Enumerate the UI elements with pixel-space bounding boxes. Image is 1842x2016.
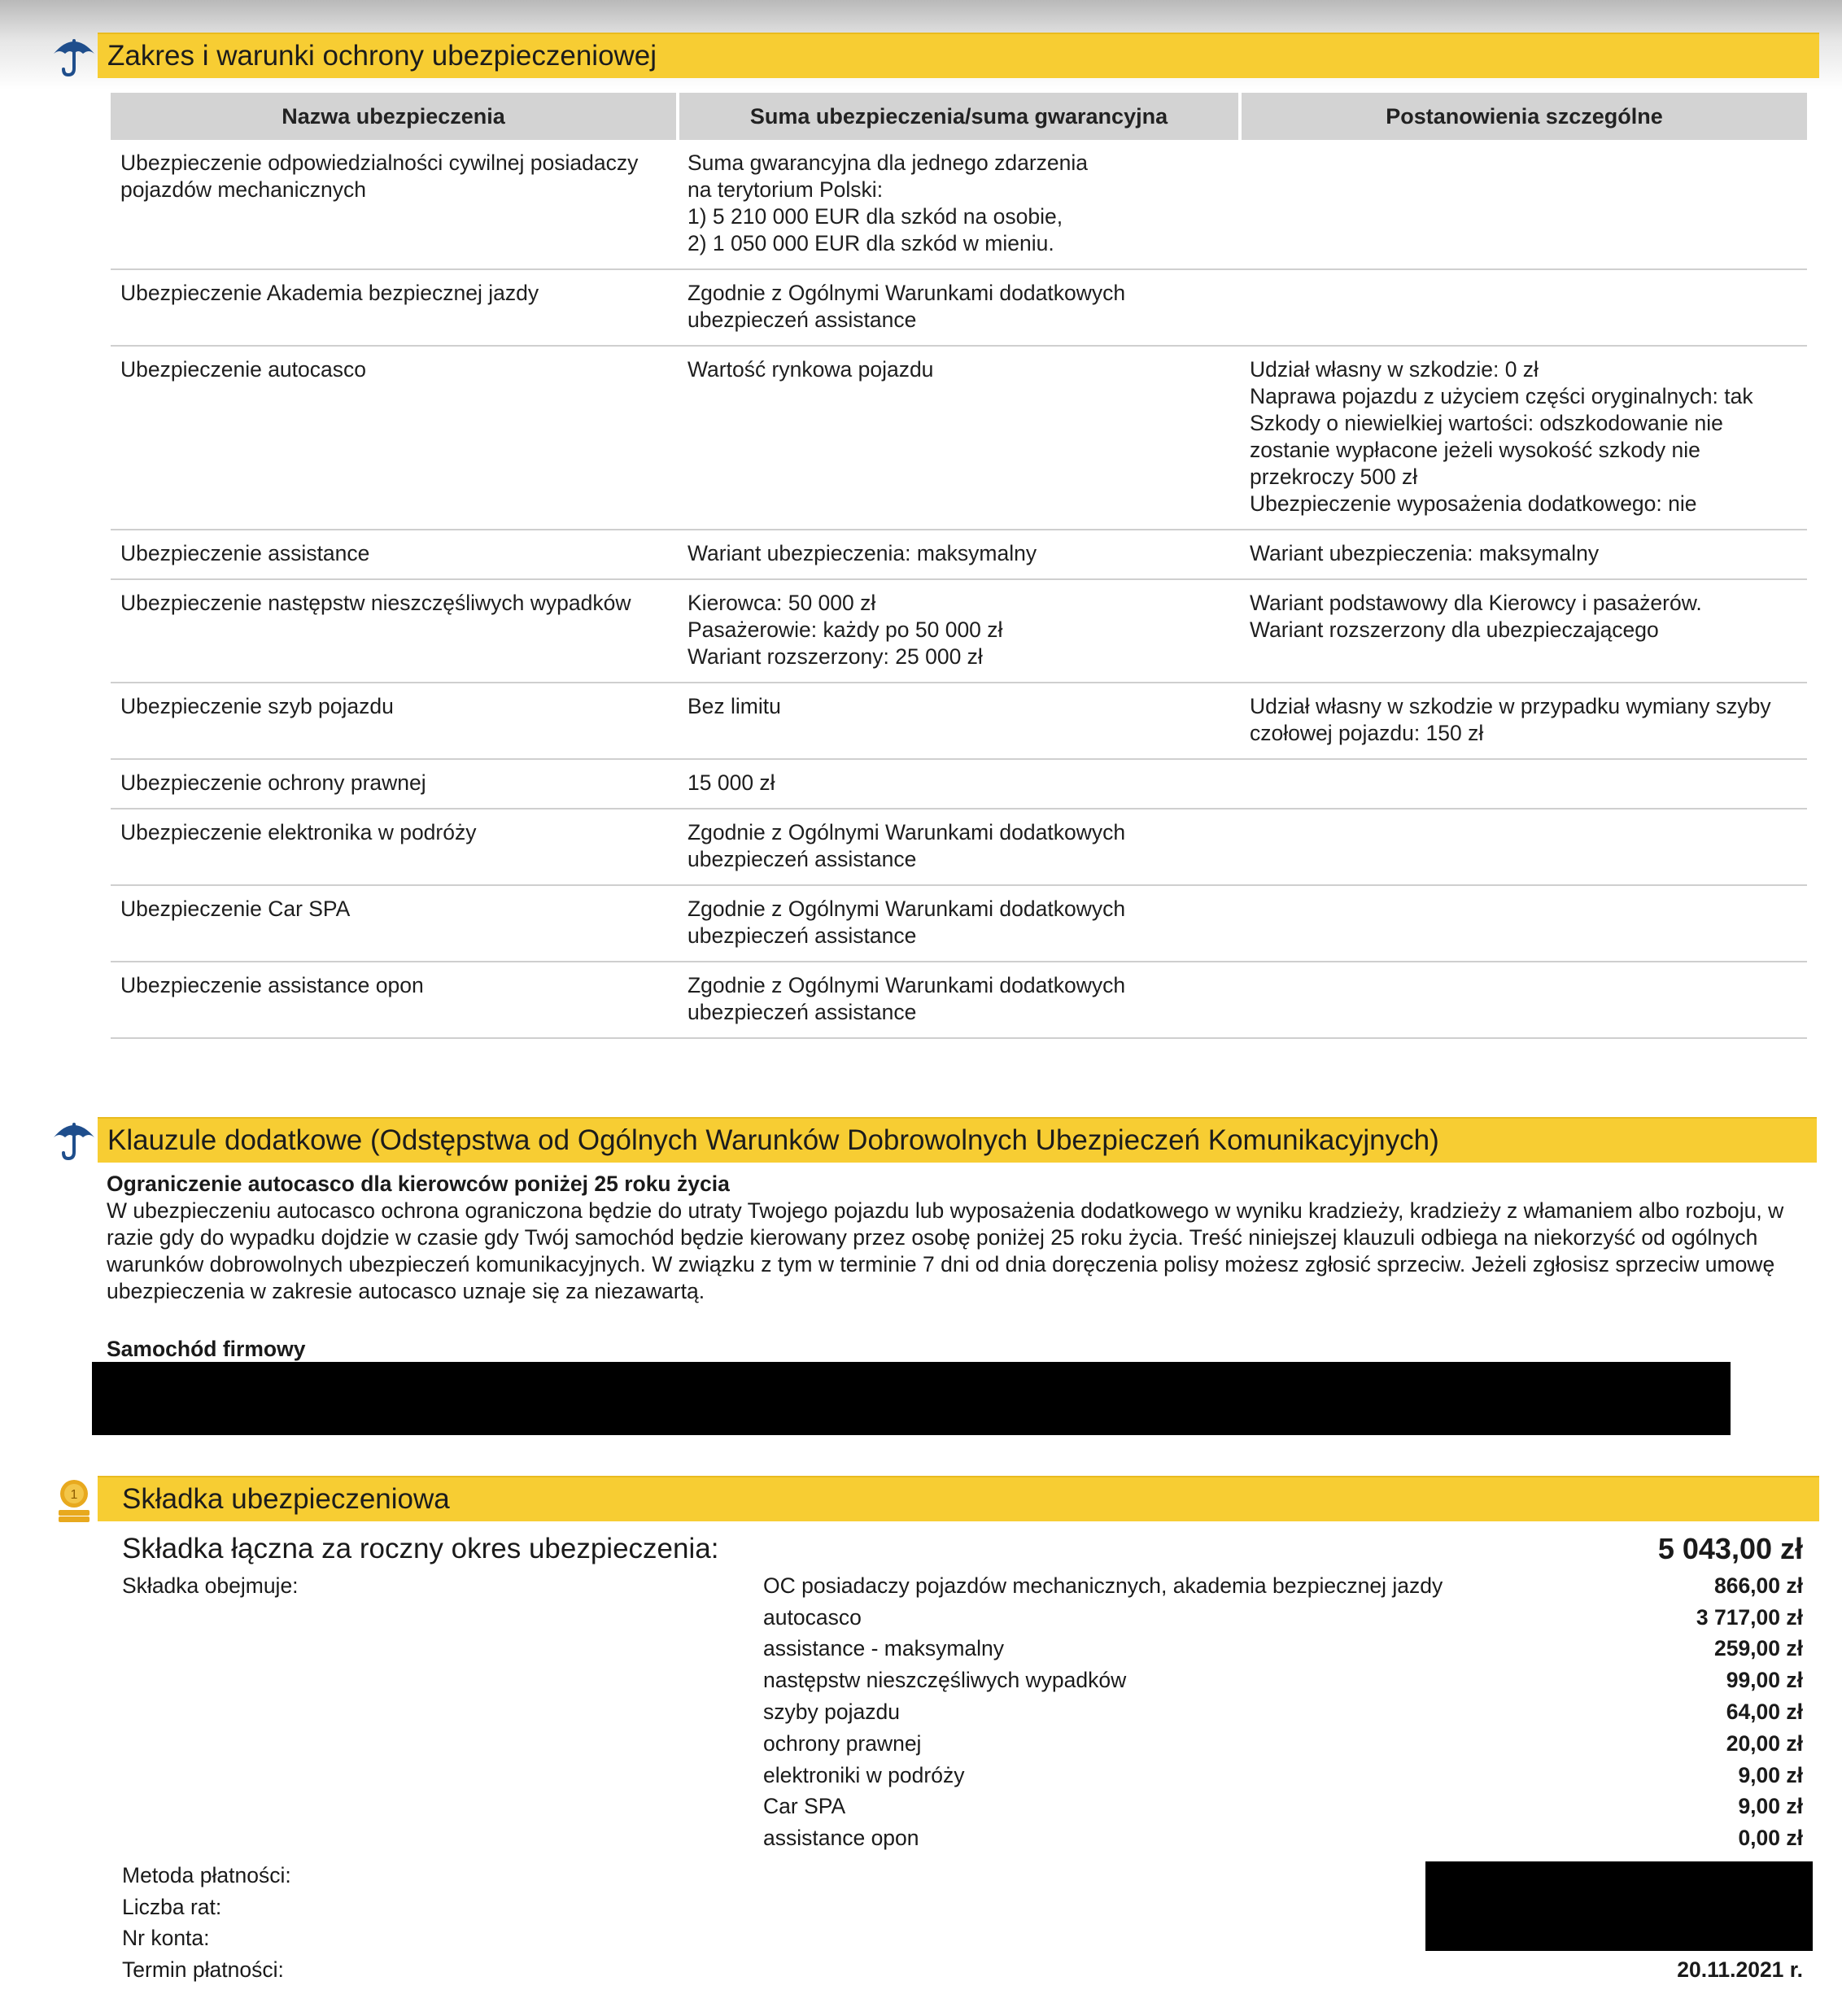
premium-item-value: 99,00 zł bbox=[1726, 1668, 1803, 1692]
cell-name: Ubezpieczenie autocasco bbox=[120, 357, 366, 382]
premium-item-value: 3 717,00 zł bbox=[1696, 1605, 1803, 1630]
cell-sum: Bez limitu bbox=[687, 694, 781, 718]
autocasco-clause bbox=[107, 1171, 1815, 1305]
redacted-block bbox=[92, 1362, 1731, 1435]
table-row bbox=[111, 346, 1807, 530]
cell-terms: Udział własny w szkodzie: 0 zł Naprawa pojazdu z użyciem części oryginalnych: tak Szkody o niewielkiej wartości: odszkodowanie nie zostanie wypłacone jeżeli wysokość szkody nie przekroczy 500 zł Ubezpieczenie wyposażenia dodatkowego: nie bbox=[1250, 357, 1753, 516]
includes-label: Składka obejmuje: bbox=[122, 1573, 299, 1598]
table-row bbox=[111, 885, 1807, 962]
due-date-value: 20.11.2021 r. bbox=[1677, 1957, 1803, 1982]
table-row bbox=[111, 269, 1807, 346]
column-header-sum: Suma ubezpieczenia/suma gwarancyjna bbox=[678, 93, 1240, 140]
clause-text: W ubezpieczeniu autocasco ochrona ograniczona będzie do utraty Twojego pojazdu lub wyposażenia dodatkowego w wyniku kradzieży, kradzieży z włamaniem albo rozboju, w razie gdy do wypadku dojdzie w czasie gdy Twój samochód będzie kierowany przez osobę poniżej 25 roku życia. Treść niniejszej klauzuli odbiega na niekorzyść od ogólnych warunków dobrowolnych ubezpieczeń komunikacyjnych. W związku z tym w terminie 7 dni od dnia doręczenia polisy możesz zgłosić sprzeciw. Jeżeli zgłosisz sprzeciw umowę ubezpieczenia w zakresie autocasco uznaje się za niezawartą. bbox=[107, 1198, 1784, 1303]
company-car-clause bbox=[107, 1336, 1815, 1363]
clause-title: Samochód firmowy bbox=[107, 1337, 306, 1361]
premium-item-label: assistance - maksymalny bbox=[763, 1636, 1005, 1660]
premium-item-label: elektroniki w podróży bbox=[763, 1763, 965, 1787]
installments-label: Liczba rat: bbox=[122, 1895, 222, 1919]
premium-item-label: Car SPA bbox=[763, 1794, 846, 1818]
table-row bbox=[111, 530, 1807, 579]
premium-item-label: assistance opon bbox=[763, 1826, 919, 1850]
cell-sum: 15 000 zł bbox=[687, 770, 775, 795]
premium-section-title: Składka ubezpieczeniowa bbox=[122, 1483, 450, 1515]
premium-item-label: ochrony prawnej bbox=[763, 1731, 922, 1756]
cell-sum: Zgodnie z Ogólnymi Warunkami dodatkowych ubezpieczeń assistance bbox=[687, 973, 1126, 1024]
svg-text:1: 1 bbox=[70, 1488, 78, 1502]
cell-name: Ubezpieczenie następstw nieszczęśliwych wypadków bbox=[120, 591, 631, 615]
payment-method-label: Metoda płatności: bbox=[122, 1863, 291, 1887]
cell-name: Ubezpieczenie szyb pojazdu bbox=[120, 694, 394, 718]
cell-name: Ubezpieczenie ochrony prawnej bbox=[120, 770, 426, 795]
table-row bbox=[111, 140, 1807, 269]
premium-item-value: 0,00 zł bbox=[1738, 1826, 1803, 1850]
cell-sum: Zgodnie z Ogólnymi Warunkami dodatkowych ubezpieczeń assistance bbox=[687, 820, 1126, 871]
coin-stack-icon bbox=[57, 1479, 91, 1523]
premium-item-value: 259,00 zł bbox=[1713, 1636, 1803, 1660]
premium-item-value: 64,00 zł bbox=[1726, 1700, 1803, 1724]
cell-name: Ubezpieczenie assistance bbox=[120, 541, 370, 565]
table-row bbox=[111, 683, 1807, 759]
premium-item-value: 20,00 zł bbox=[1726, 1731, 1803, 1756]
clauses-section-title: Klauzule dodatkowe (Odstępstwa od Ogólnych Warunków Dobrowolnych Ubezpieczeń Komunikacyjnych) bbox=[107, 1124, 1439, 1156]
account-label: Nr konta: bbox=[122, 1926, 210, 1950]
premium-item-label: OC posiadaczy pojazdów mechanicznych, akademia bezpiecznej jazdy bbox=[763, 1573, 1443, 1598]
cell-sum: Kierowca: 50 000 zł Pasażerowie: każdy po 50 000 zł Wariant rozszerzony: 25 000 zł bbox=[687, 591, 1003, 669]
premium-item-value: 866,00 zł bbox=[1713, 1573, 1803, 1598]
cell-sum: Zgodnie z Ogólnymi Warunkami dodatkowych ubezpieczeń assistance bbox=[687, 281, 1126, 332]
coverage-section-header bbox=[98, 33, 1819, 78]
due-date-label: Termin płatności: bbox=[122, 1957, 284, 1982]
premium-item-value: 9,00 zł bbox=[1738, 1794, 1803, 1818]
umbrella-icon bbox=[50, 1115, 98, 1162]
cell-sum: Zgodnie z Ogólnymi Warunkami dodatkowych ubezpieczeń assistance bbox=[687, 897, 1126, 948]
cell-name: Ubezpieczenie odpowiedzialności cywilnej posiadaczy pojazdów mechanicznych bbox=[120, 151, 639, 202]
table-row bbox=[111, 809, 1807, 885]
cell-sum: Suma gwarancyjna dla jednego zdarzenia na terytorium Polski: 1) 5 210 000 EUR dla szkód na osobie, 2) 1 050 000 EUR dla szkód w mieniu. bbox=[687, 151, 1089, 255]
cell-name: Ubezpieczenie elektronika w podróży bbox=[120, 820, 477, 844]
cell-terms: Wariant podstawowy dla Kierowcy i pasażerów. Wariant rozszerzony dla ubezpieczającego bbox=[1250, 591, 1702, 642]
cell-terms: Udział własny w szkodzie w przypadku wymiany szyby czołowej pojazdu: 150 zł bbox=[1250, 694, 1771, 745]
cell-name: Ubezpieczenie Car SPA bbox=[120, 897, 351, 921]
table-row bbox=[111, 759, 1807, 809]
premium-total-value: 5 043,00 zł bbox=[1657, 1532, 1803, 1565]
table-row bbox=[111, 962, 1807, 1038]
premium-item-label: autocasco bbox=[763, 1605, 862, 1630]
cell-sum: Wariant ubezpieczenia: maksymalny bbox=[687, 541, 1037, 565]
clause-title: Ograniczenie autocasco dla kierowców poniżej 25 roku życia bbox=[107, 1172, 730, 1196]
table-row bbox=[111, 579, 1807, 683]
premium-item-value: 9,00 zł bbox=[1738, 1763, 1803, 1787]
umbrella-icon bbox=[50, 31, 98, 78]
premium-total-label: Składka łączna za roczny okres ubezpieczenia: bbox=[122, 1533, 719, 1564]
coverage-table bbox=[111, 93, 1807, 1039]
cell-name: Ubezpieczenie Akademia bezpiecznej jazdy bbox=[120, 281, 539, 305]
redacted-block bbox=[1425, 1861, 1813, 1951]
column-header-name: Nazwa ubezpieczenia bbox=[111, 93, 678, 140]
premium-item-label: szyby pojazdu bbox=[763, 1700, 900, 1724]
premium-section-header bbox=[98, 1476, 1819, 1521]
cell-name: Ubezpieczenie assistance opon bbox=[120, 973, 424, 997]
cell-sum: Wartość rynkowa pojazdu bbox=[687, 357, 934, 382]
cell-terms: Wariant ubezpieczenia: maksymalny bbox=[1250, 541, 1600, 565]
clauses-section-header bbox=[98, 1117, 1817, 1163]
coverage-section-title: Zakres i warunki ochrony ubezpieczeniowej bbox=[107, 40, 657, 72]
coverage-table-header bbox=[111, 93, 1807, 140]
premium-item-label: następstw nieszczęśliwych wypadków bbox=[763, 1668, 1127, 1692]
column-header-terms: Postanowienia szczególne bbox=[1240, 93, 1807, 140]
